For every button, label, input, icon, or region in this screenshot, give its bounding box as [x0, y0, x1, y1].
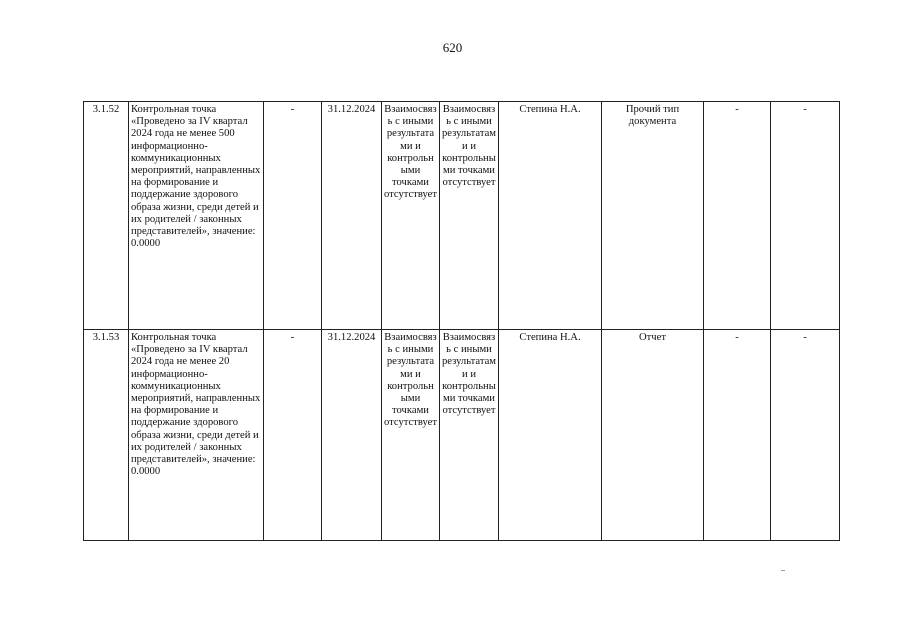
row-description: Контрольная точка «Проведено за IV квартал 2024 года не менее 20 информационно-коммуникационных мероприятий, направленных на формирование и поддержание здорового образа жизни, среди детей и их родителей / законных представителей», значение: 0.0000	[129, 330, 264, 541]
row-successors: Взаимосвязь с иными результатами и контрольными точками отсутствует	[440, 102, 499, 330]
row-number: 3.1.52	[84, 102, 129, 330]
row-document-type: Прочий тип документа	[602, 102, 704, 330]
row-col9: -	[704, 330, 771, 541]
row-document-type: Отчет	[602, 330, 704, 541]
row-col10: -	[771, 102, 840, 330]
row-responsible: Степина Н.А.	[499, 102, 602, 330]
row-number: 3.1.53	[84, 330, 129, 541]
page-number: 620	[442, 40, 463, 55]
row-base-value: -	[264, 102, 322, 330]
row-base-value: -	[264, 330, 322, 541]
row-date: 31.12.2024	[322, 330, 382, 541]
row-successors: Взаимосвязь с иными результатами и контрольными точками отсутствует	[440, 330, 499, 541]
row-predecessors: Взаимосвязь с иными результатами и контрольными точками отсутствует	[382, 330, 440, 541]
row-predecessors: Взаимосвязь с иными результатами и контрольными точками отсутствует	[382, 102, 440, 330]
table-row	[84, 102, 840, 330]
table-row	[84, 330, 840, 541]
scan-speck	[781, 570, 785, 571]
control-points-table	[83, 101, 840, 541]
row-col10: -	[771, 330, 840, 541]
row-col9: -	[704, 102, 771, 330]
row-responsible: Степина Н.А.	[499, 330, 602, 541]
row-description: Контрольная точка «Проведено за IV квартал 2024 года не менее 500 информационно-коммуникационных мероприятий, направленных на формирование и поддержание здорового образа жизни, среди детей и их родителей / законных представителей», значение: 0.0000	[129, 102, 264, 330]
row-date: 31.12.2024	[322, 102, 382, 330]
